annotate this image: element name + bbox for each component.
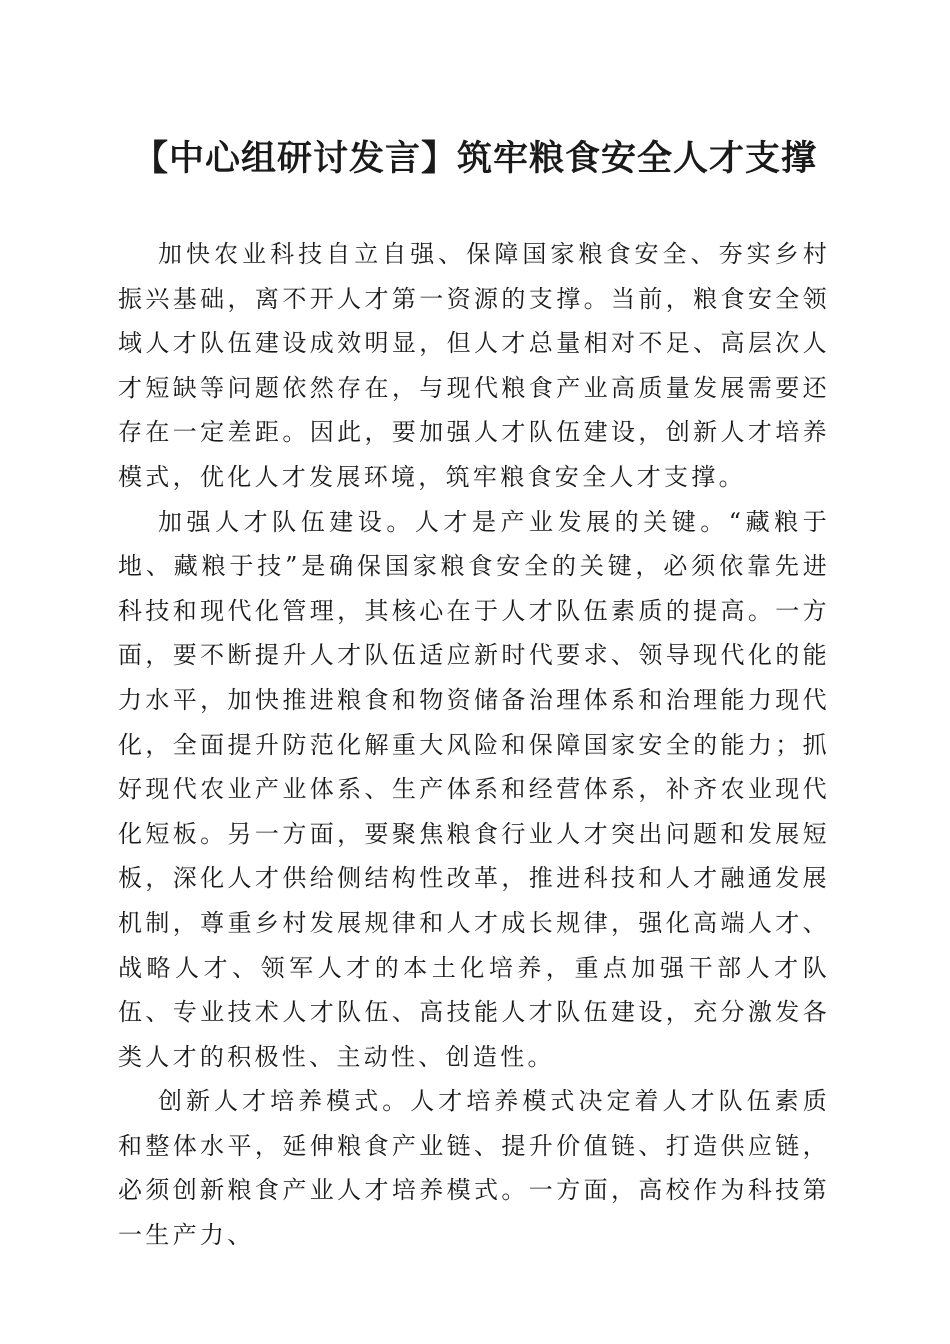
paragraph-intro: 加快农业科技自立自强、保障国家粮食安全、夯实乡村振兴基础，离不开人才第一资源的支撑。当前，粮食安全领域人才队伍建设成效明显，但人才总量相对不足、高层次人才短缺等问题依然存在，与现代粮食产业高质量发展需要还存在一定差距。因此，要加强人才队伍建设，创新人才培养模式，优化人才发展环境，筑牢粮食安全人才支撑。 xyxy=(118,240,830,491)
document-title: 【中心组研讨发言】筑牢粮食安全人才支撑 xyxy=(132,138,817,179)
document-body xyxy=(118,232,830,1258)
paragraph-talent-team: 加强人才队伍建设。人才是产业发展的关键。“藏粮于地、藏粮于技”是确保国家粮食安全的关键，必须依靠先进科技和现代化管理，其核心在于人才队伍素质的提高。一方面，要不断提升人才队伍适应新时代要求、领导现代化的能力水平，加快推进粮食和物资储备治理体系和治理能力现代化，全面提升防范化解重大风险和保障国家安全的能力；抓好现代农业产业体系、生产体系和经营体系，补齐农业现代化短板。另一方面，要聚焦粮食行业人才突出问题和发展短板，深化人才供给侧结构性改革，推进科技和人才融通发展机制，尊重乡村发展规律和人才成长规律，强化高端人才、战略人才、领军人才的本土化培养，重点加强干部人才队伍、专业技术人才队伍、高技能人才队伍建设，充分激发各类人才的积极性、主动性、创造性。 xyxy=(118,507,830,1071)
paragraph-training-model: 创新人才培养模式。人才培养模式决定着人才队伍素质和整体水平，延伸粮食产业链、提升价值链、打造供应链，必须创新粮食产业人才培养模式。一方面，高校作为科技第一生产力、 xyxy=(118,1087,830,1250)
